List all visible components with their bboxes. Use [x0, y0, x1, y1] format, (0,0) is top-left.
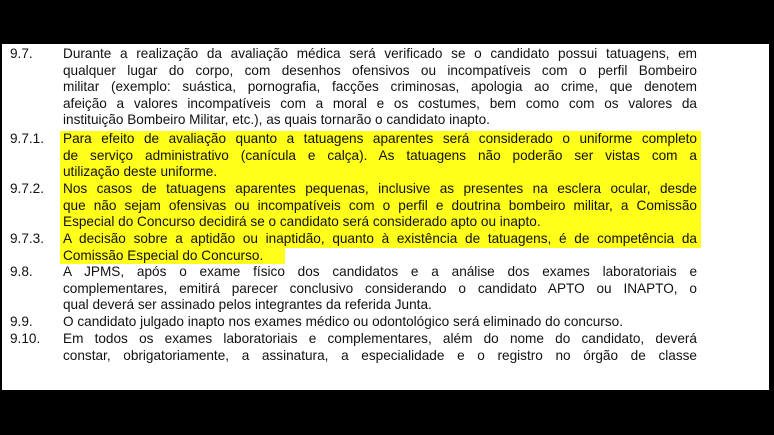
text-line: A decisão sobre a aptidão ou inaptidão, quanto à existência de tatuagens, é de competência da [63, 231, 697, 246]
text-line: afeição a valores incompatíveis com a moral e os costumes, bem como com os valores da [63, 95, 697, 111]
clause-number: 9.10. [10, 331, 41, 346]
clause-text [63, 46, 697, 129]
clause-number: 9.7.3. [10, 231, 45, 246]
text-line: qual deverá ser assinado pelos integrantes da referida Junta. [63, 297, 432, 313]
text-line: que não sejam ofensivas ou incompatíveis com o perfil e doutrina bombeiro militar, a Comissão [63, 197, 697, 213]
clause-text-highlighted [63, 181, 697, 231]
clause-number: 9.9. [10, 314, 33, 329]
clause-number: 9.8. [10, 264, 33, 279]
text-line: Para efeito de avaliação quanto a tatuagens aparentes será considerado o uniforme completo [63, 131, 697, 146]
text-line: de serviço administrativo (canícula e calça). As tatuagens não poderão ser vistas com a [63, 147, 697, 163]
clause-number: 9.7. [10, 46, 33, 61]
clause-text-highlighted [63, 231, 697, 264]
clause-text [63, 314, 697, 331]
text-line: Comissão Especial do Concurso. [63, 247, 264, 263]
text-line: utilização deste uniforme. [63, 164, 218, 180]
document-page [1, 41, 771, 390]
clause-text-highlighted [63, 131, 697, 181]
text-line: A JPMS, após o exame físico dos candidatos e a análise dos exames laboratoriais e [63, 264, 697, 279]
clause-text [63, 331, 697, 364]
clause-number: 9.7.2. [10, 181, 45, 196]
text-line: instituição Bombeiro Militar, etc.), as quais tornarão o candidato inapto. [63, 112, 490, 128]
text-line: militar (exemplo: suástica, pornografia, facções criminosas, apologia ao crime, que denotem [63, 79, 697, 95]
text-line: Nos casos de tatuagens aparentes pequenas, inclusive as presentes na esclera ocular, desde [63, 181, 697, 196]
text-line: Em todos os exames laboratoriais e complementares, além do nome do candidato, deverá [63, 331, 697, 346]
text-line: O candidato julgado inapto nos exames médico ou odontológico será eliminado do concurso. [63, 314, 623, 329]
text-line: constar, obrigatoriamente, a assinatura, a especialidade e o registro no órgão de classe [63, 347, 697, 363]
clause-text [63, 264, 697, 314]
text-line: qualquer lugar do corpo, com desenhos ofensivos ou incompatíveis com o perfil Bombeiro [63, 62, 697, 78]
clause-number: 9.7.1. [10, 131, 45, 146]
text-line: Especial do Concurso decidirá se o candidato será considerado apto ou inapto. [63, 214, 541, 230]
text-line: Durante a realização da avaliação médica será verificado se o candidato possui tatuagens, em [63, 46, 697, 61]
text-line: complementares, emitirá parecer conclusivo considerando o candidato APTO ou INAPTO, o [63, 280, 697, 296]
